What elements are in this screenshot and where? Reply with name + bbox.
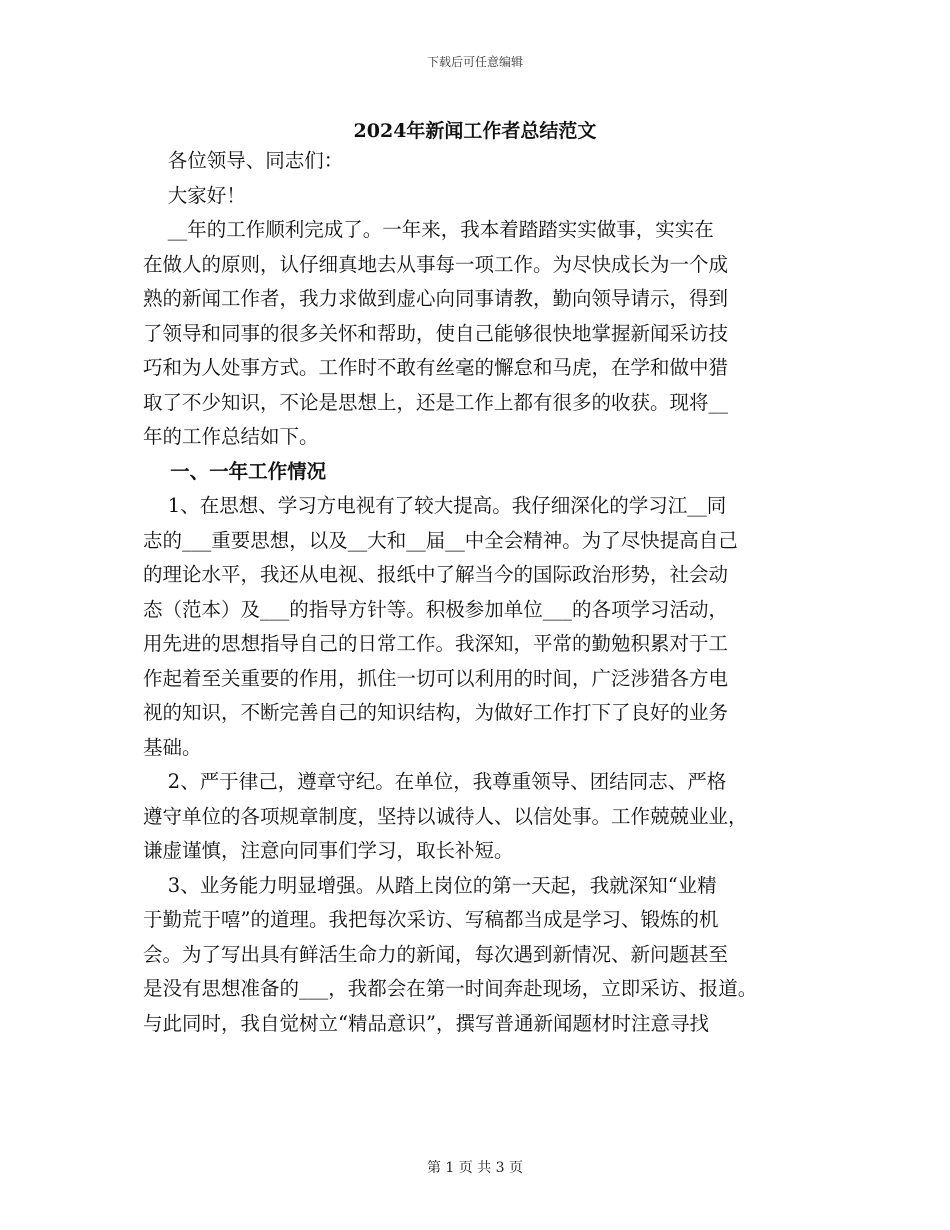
- body-line: 的理论水平，我还从电视、报纸中了解当今的国际政治形势，社会动: [143, 563, 729, 586]
- body-line: 各位领导、同志们：: [143, 149, 344, 172]
- body-line: 大家好！: [143, 183, 246, 207]
- body-line: 年的工作总结如下。: [143, 425, 319, 448]
- section-heading: 一、一年工作情况: [143, 459, 327, 483]
- body-line: 于勤荒于嘻”的道理。我把每次采访、写稿都当成是学习、锻炼的机: [143, 908, 719, 931]
- body-line: 熟的新闻工作者，我力求做到虚心向同事请教，勤向领导请示，得到: [143, 287, 729, 310]
- body-line: 是没有思想准备的___，我都会在第一时间奔赴现场，立即采访、报道。: [143, 977, 758, 1000]
- body-line: 用先进的思想指导自己的日常工作。我深知，平常的勤勉积累对于工: [143, 632, 729, 655]
- document-title: 2024年新闻工作者总结范文: [353, 120, 597, 142]
- body-line: 在做人的原则，认仔细真地去从事每一项工作。为尽快成长为一个成: [143, 252, 729, 276]
- header-note: 下载后可任意编辑: [426, 55, 523, 69]
- body-line: 2、严于律己，遵章守纪。在单位，我尊重领导、团结同志、严格: [143, 770, 727, 793]
- body-line: 取了不少知识，不论是思想上，还是工作上都有很多的收获。现将__: [143, 390, 729, 414]
- document-body: [143, 144, 813, 1041]
- body-line: 1、在思想、学习方电视有了较大提高。我仔细深化的学习江__同: [143, 494, 727, 517]
- body-line: 谦虚谨慎，注意向同事们学习，取长补短。: [143, 839, 514, 862]
- body-line: 基础。: [143, 735, 202, 759]
- body-line: 了领导和同事的很多关怀和帮助，使自己能够很快地掌握新闻采访技: [143, 321, 729, 345]
- body-line: 视的知识，不断完善自己的知识结构，为做好工作打下了良好的业务: [143, 701, 729, 724]
- body-line: __年的工作顺利完成了。一年来，我本着踏踏实实做事，实实在: [143, 218, 714, 241]
- body-line: 巧和为人处事方式。工作时不敢有丝毫的懈怠和马虎，在学和做中猎: [143, 356, 729, 379]
- body-line: 作起着至关重要的作用，抓住一切可以利用的时间，广泛涉猎各方电: [143, 666, 729, 690]
- body-line: 遵守单位的各项规章制度，坚持以诚待人、以信处事。工作兢兢业业，: [143, 804, 748, 828]
- page-number: 第 1 页 共 3 页: [426, 1160, 524, 1176]
- body-line: 与此同时，我自觉树立“精品意识”，撰写普通新闻题材时注意寻找: [143, 1011, 709, 1035]
- body-line: 志的___重要思想，以及__大和__届__中全会精神。为了尽快提高自己: [143, 528, 738, 552]
- body-line: 态（范本）及___的指导方针等。积极参加单位___的各项学习活动，: [143, 597, 729, 621]
- body-line: 3、业务能力明显增强。从踏上岗位的第一天起，我就深知“业精: [143, 873, 717, 897]
- body-line: 会。为了写出具有鲜活生命力的新闻，每次遇到新情况、新问题甚至: [143, 942, 729, 966]
